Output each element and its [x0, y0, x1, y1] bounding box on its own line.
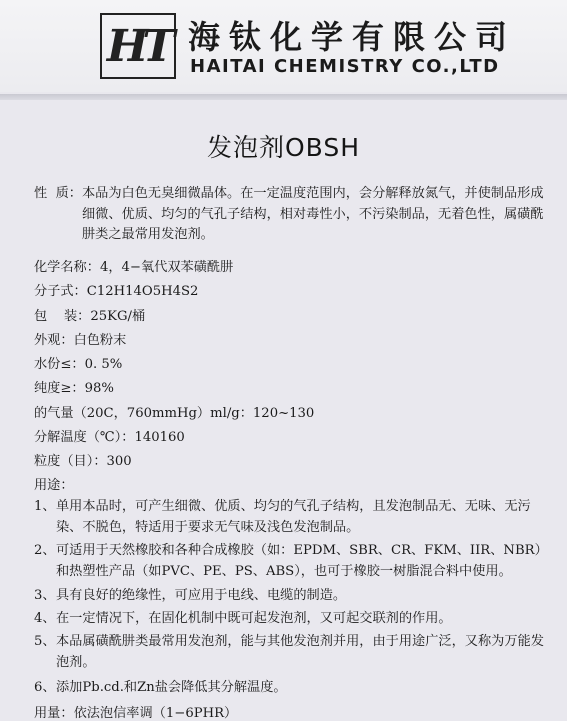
- spec-value: 4，4−氧代双苯磺酰肼: [99, 260, 234, 275]
- usage-number: 3、: [34, 588, 56, 603]
- usage-text: 具有良好的绝缘性，可应用于电线、电缆的制造。: [56, 588, 347, 603]
- spec-row: [34, 426, 185, 445]
- spec-row: [34, 280, 198, 299]
- spec-label: 纯度≥：: [34, 381, 85, 396]
- usage-number: 6、: [34, 680, 56, 695]
- usage-item: [34, 497, 554, 538]
- document-title: 发泡剂OBSH: [206, 133, 361, 162]
- spec-value: 120~130: [252, 406, 315, 421]
- spec-label: 包 装：: [34, 309, 91, 324]
- spec-value: 25KG/桶: [90, 309, 146, 324]
- spec-label: 粒度（目）：: [34, 454, 107, 469]
- properties-paragraph: [34, 184, 554, 246]
- usage-item: [34, 609, 554, 630]
- usage-text: 单用本品时，可产生细微、优质、均匀的气孔子结构，且发泡制品无、无味、无污染、不脱色，特适用于要求无气味及浅色发泡制品。: [56, 499, 531, 535]
- usage-number: 1、: [34, 499, 56, 514]
- dosage-value: 依法泡信率调（1−6PHR）: [73, 706, 238, 721]
- usage-item: [34, 678, 554, 699]
- usage-text: 添加Pb.cd.和Zn盐会降低其分解温度。: [56, 680, 287, 695]
- header-divider: [0, 94, 567, 100]
- dosage-row: [34, 702, 237, 721]
- usage-item: [34, 586, 554, 607]
- spec-value: 白色粉末: [73, 333, 127, 348]
- spec-label: 化学名称：: [34, 260, 100, 275]
- spec-row: [34, 450, 132, 469]
- logo-text: HT: [106, 20, 170, 72]
- company-name-cn: 海钛化学有限公司: [188, 18, 517, 56]
- letterhead: [0, 0, 567, 92]
- spec-label: 水份≤：: [34, 357, 85, 372]
- usage-item: [34, 632, 554, 673]
- spec-row: [34, 329, 126, 348]
- spec-value: 300: [106, 454, 132, 469]
- company-logo: [100, 13, 176, 79]
- properties-label: 性 质：: [34, 186, 82, 201]
- spec-row: [34, 377, 114, 396]
- spec-label: 的气量（20C，760mmHg）ml/g：: [34, 406, 253, 421]
- spec-label: 外观：: [34, 333, 74, 348]
- spec-row: [34, 353, 122, 372]
- properties-text: 本品为白色无臭细微晶体。在一定温度范围内，会分解释放氮气，并使制品形成细微、优质、均匀的气孔子结构，相对毒性小，不污染制品，无着色性，属磺酰肼类之最常用发泡剂。: [81, 186, 544, 242]
- spec-label: 分解温度（℃）：: [34, 430, 135, 445]
- spec-value: 98%: [84, 381, 114, 396]
- spec-row: [34, 402, 314, 421]
- dosage-label: 用量：: [34, 706, 74, 721]
- spec-label: 分子式：: [34, 284, 87, 299]
- spec-value: 0. 5%: [84, 357, 123, 372]
- usage-text: 本品属磺酰肼类最常用发泡剂，能与其他发泡剂并用，由于用途广泛，又称为万能发泡剂。: [56, 634, 544, 670]
- company-name-en: HAITAI CHEMISTRY CO.,LTD: [190, 56, 500, 77]
- usage-heading: 用途：: [34, 478, 74, 493]
- spec-value: 140160: [134, 430, 185, 445]
- usage-text: 可适用于天然橡胶和各种合成橡胶（如：EPDM、SBR、CR、FKM、IIR、NBR）和热塑性产品（如PVC、PE、PS、ABS），也可于橡胶一树脂混合料中使用。: [56, 543, 548, 579]
- usage-number: 5、: [34, 634, 56, 649]
- usage-item: [34, 541, 554, 582]
- spec-row: [34, 256, 233, 275]
- spec-value: C12H14O5H4S2: [86, 284, 199, 299]
- usage-number: 2、: [34, 543, 56, 558]
- spec-row: [34, 305, 145, 324]
- usage-number: 4、: [34, 611, 56, 626]
- usage-text: 在一定情况下，在固化机制中既可起发泡剂，又可起交联剂的作用。: [56, 611, 452, 626]
